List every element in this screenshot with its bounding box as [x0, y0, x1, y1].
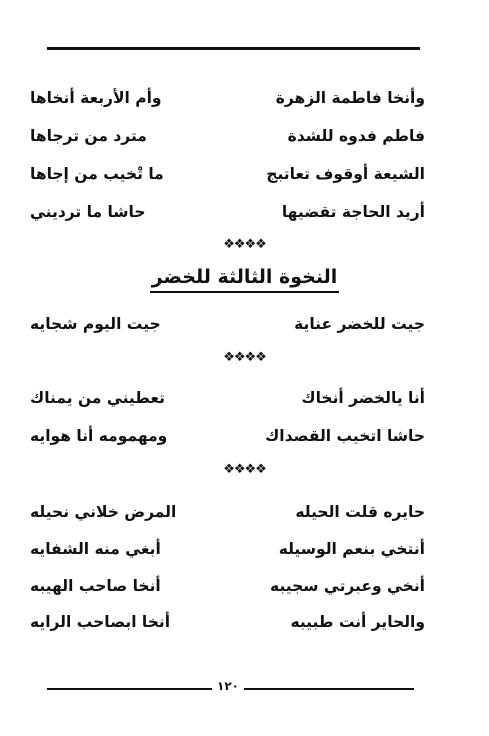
verse-first-hemistich: وأنخا فاطمة الزهرة [275, 89, 425, 107]
verse-line [30, 421, 425, 451]
top-rule [47, 47, 420, 50]
verse-first-hemistich: فاطم فدوه للشدة [287, 127, 425, 145]
verse-line [30, 534, 425, 564]
verse-second-hemistich: المرض خلاني نحيله [30, 503, 177, 521]
separator-stars: ❖❖❖❖ [223, 350, 266, 365]
verse-first-hemistich: أنا يالخضر أنخاك [301, 389, 425, 407]
verse-second-hemistich: أنخا ابصاحب الرايه [30, 613, 171, 631]
verse-first-hemistich: أريد الحاجة تقضيها [281, 203, 425, 221]
verse-line [30, 121, 425, 151]
separator-stars: ❖❖❖❖ [223, 462, 266, 477]
separator-stars: ❖❖❖❖ [223, 237, 266, 252]
verse-first-hemistich: جيت للخضر عناية [294, 315, 425, 333]
verse-first-hemistich: والحاير أنت طبيبه [290, 613, 425, 631]
verse-second-hemistich: جيت اليوم شجايه [30, 315, 161, 333]
verse-first-hemistich: أنتخي بنعم الوسيله [278, 540, 425, 558]
verse-first-hemistich: الشيعة أوقوف تعاتبج [266, 165, 425, 183]
verse-second-hemistich: أنخا صاحب الهيبه [30, 577, 161, 595]
verse-line [30, 571, 425, 601]
verse-second-hemistich: أبغي منه الشفايه [30, 540, 161, 558]
verse-first-hemistich: حايره قلت الحيله [295, 503, 425, 521]
verse-second-hemistich: تعطيني من يمناك [30, 389, 165, 407]
verse-line [30, 497, 425, 527]
verse-line [30, 159, 425, 189]
verse-line [30, 309, 425, 339]
page-number: ١٢٠ [217, 679, 239, 693]
footer-rule-right [244, 688, 414, 690]
verse-line [30, 197, 425, 227]
section-title [0, 266, 489, 288]
verse-first-hemistich: أنخي وعبرتي سجيبه [270, 577, 425, 595]
verse-second-hemistich: ومهمومه أنا هوايه [30, 427, 168, 445]
verse-line [30, 607, 425, 637]
verse-line [30, 383, 425, 413]
section-title-text: النخوة الثالثة للخضر [150, 266, 340, 293]
verse-second-hemistich: ما تْخيب من إجاها [30, 165, 164, 183]
verse-second-hemistich: مترد من ترجاها [30, 127, 147, 145]
verse-second-hemistich: حاشا ما ترديني [30, 203, 146, 221]
verse-second-hemistich: وأم الأربعة أنخاها [30, 89, 162, 107]
verse-first-hemistich: حاشا اتخيب القصداك [265, 427, 425, 445]
footer-rule-left [47, 688, 212, 690]
verse-line [30, 83, 425, 113]
